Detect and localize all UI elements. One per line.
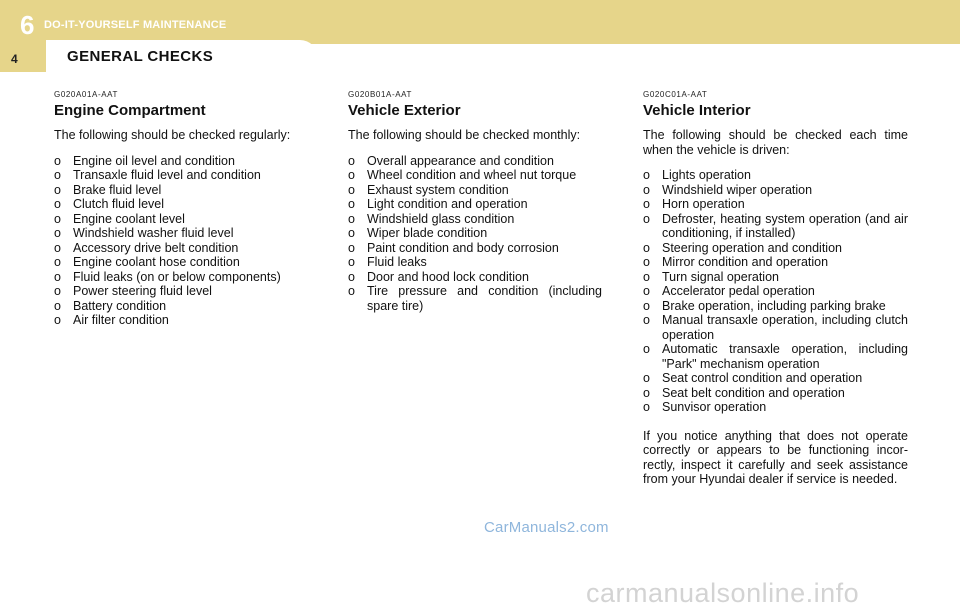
checklist-item [54, 197, 308, 212]
column-heading: Vehicle Exterior [348, 102, 461, 119]
checklist-item-text: Seat control condition and operation [662, 371, 863, 385]
checklist-item-text: Steering operation and condition [662, 240, 842, 255]
checklist-item [643, 284, 908, 299]
checklist-item [348, 226, 602, 241]
checklist [643, 168, 908, 415]
bullet-marker: o [54, 197, 61, 211]
bullet-marker: o [54, 168, 61, 182]
checklist-item [643, 299, 908, 314]
checklist-item [348, 241, 602, 256]
checklist-item-text: Lights operation [662, 168, 751, 182]
bullet-marker: o [643, 313, 650, 327]
checklist-item-text: Accessory drive belt condition [73, 240, 239, 255]
checklist-item [643, 197, 908, 212]
checklist-item [643, 212, 908, 241]
checklist-item [643, 183, 908, 198]
checklist-item [54, 241, 308, 256]
bullet-marker: o [348, 226, 355, 240]
checklist-item-text: Turn signal operation [662, 269, 779, 284]
checklist-item-text: Battery condition [73, 298, 167, 313]
page-number-strip [0, 44, 46, 72]
checklist-item [348, 154, 602, 169]
checklist-item [348, 197, 602, 212]
bullet-marker: o [643, 284, 650, 298]
checklist-item-text: Seat belt condition and operation [662, 385, 845, 400]
page-number: 4 [11, 52, 18, 66]
section-code: G020B01A-AAT [348, 90, 412, 99]
engine-compartment-column [54, 90, 308, 328]
bullet-marker: o [643, 400, 650, 414]
bullet-marker: o [643, 385, 650, 400]
checklist-item-text: Transaxle fluid level and condition [73, 168, 261, 182]
watermark-carmanuals2: CarManuals2.com [484, 519, 609, 536]
checklist-item-text: Windshield wiper operation [662, 182, 813, 197]
checklist-item-text: Engine oil level and condition [73, 153, 235, 168]
checklist-item-text: Manual transaxle operation, including clutch operation [662, 313, 908, 342]
checklist-item-text: Door and hood lock condition [367, 269, 529, 284]
checklist-item [348, 212, 602, 227]
bullet-marker: o [54, 226, 61, 240]
checklist-item-text: Fluid leaks (on or below components) [73, 269, 281, 284]
checklist-item-text: Clutch fluid level [73, 197, 165, 211]
checklist-item [54, 168, 308, 183]
column-intro: The following should be checked regularly: [54, 128, 291, 142]
column-heading: Engine Compartment [54, 102, 206, 119]
checklist-item-text: Light condition and operation [367, 197, 528, 211]
bullet-marker: o [54, 313, 61, 327]
closing-paragraph: If you notice anything that does not operate correctly or appears to be functioning incor-rectly, inspect it carefully and seek assistance from your Hyundai dealer if service is needed. [643, 428, 908, 486]
bullet-marker: o [54, 153, 61, 168]
column-intro: The following should be checked each time when the vehicle is driven: [643, 128, 908, 157]
checklist-item [54, 270, 308, 285]
checklist-item-text: Wiper blade condition [367, 226, 488, 240]
bullet-marker: o [54, 211, 61, 226]
checklist-item-text: Horn operation [662, 197, 745, 211]
bullet-marker: o [348, 211, 355, 226]
checklist-item-text: Fluid leaks [367, 255, 427, 269]
checklist-item [643, 313, 908, 342]
checklist [348, 154, 602, 314]
section-code: G020A01A-AAT [54, 90, 118, 99]
bullet-marker: o [643, 371, 650, 385]
checklist-item [643, 342, 908, 371]
checklist-item [54, 226, 308, 241]
checklist-item-text: Exhaust system condition [367, 182, 509, 197]
bullet-marker: o [348, 197, 355, 211]
bullet-marker: o [643, 182, 650, 197]
checklist-item-text: Automatic transaxle operation, including "Park" mechanism operation [662, 342, 908, 371]
bullet-marker: o [643, 211, 650, 226]
checklist-item-text: Paint condition and body corrosion [367, 240, 559, 255]
checklist-item-text: Accelerator pedal operation [662, 284, 815, 298]
bullet-marker: o [348, 284, 355, 298]
checklist-item [54, 154, 308, 169]
bullet-marker: o [643, 168, 650, 182]
bullet-marker: o [348, 168, 355, 182]
checklist-item-text: Windshield glass condition [367, 211, 515, 226]
checklist-item [643, 241, 908, 256]
checklist-item [348, 270, 602, 285]
bullet-marker: o [348, 255, 355, 269]
checklist-item [348, 183, 602, 198]
checklist-item [54, 313, 308, 328]
bullet-marker: o [54, 240, 61, 255]
checklist-item [348, 168, 602, 183]
section-code: G020C01A-AAT [643, 90, 708, 99]
checklist-item-text: Brake operation, including parking brake [662, 298, 886, 313]
column-intro: The following should be checked monthly: [348, 128, 581, 142]
checklist-item-text: Windshield washer fluid level [73, 226, 234, 240]
bullet-marker: o [643, 269, 650, 284]
checklist-item [54, 299, 308, 314]
column-heading: Vehicle Interior [643, 102, 751, 119]
chapter-title: DO-IT-YOURSELF MAINTENANCE [44, 19, 227, 31]
chapter-number: 6 [20, 10, 35, 40]
checklist-item [348, 255, 602, 270]
bullet-marker: o [348, 269, 355, 284]
watermark-carmanualsonline: carmanualsonline.info [586, 578, 860, 608]
bullet-marker: o [54, 255, 61, 269]
checklist-item-text: Overall appearance and condition [367, 153, 554, 168]
bullet-marker: o [643, 342, 650, 356]
vehicle-interior-column [643, 90, 908, 487]
bullet-marker: o [643, 255, 650, 269]
checklist-item [54, 284, 308, 299]
checklist-item [643, 400, 908, 415]
bullet-marker: o [348, 182, 355, 197]
checklist-item-text: Engine coolant level [73, 211, 185, 226]
checklist-item-text: Defroster, heating system operation (and air conditioning, if installed) [662, 211, 908, 240]
bullet-marker: o [348, 240, 355, 255]
checklist-item-text: Air filter condition [73, 313, 169, 327]
checklist-item [643, 270, 908, 285]
checklist-item [54, 212, 308, 227]
checklist-item-text: Engine coolant hose condition [73, 255, 240, 269]
checklist-item [643, 168, 908, 183]
bullet-marker: o [643, 298, 650, 313]
checklist [54, 154, 308, 328]
checklist-item [348, 284, 602, 313]
checklist-item-text: Sunvisor operation [662, 400, 767, 414]
checklist-item [643, 371, 908, 386]
checklist-item-text: Power steering fluid level [73, 284, 212, 298]
checklist-item [643, 386, 908, 401]
checklist-item-text: Mirror condition and operation [662, 255, 829, 269]
bullet-marker: o [643, 240, 650, 255]
vehicle-exterior-column [348, 90, 602, 313]
checklist-item [643, 255, 908, 270]
bullet-marker: o [348, 153, 355, 168]
checklist-item-text: Brake fluid level [73, 182, 162, 197]
bullet-marker: o [54, 182, 61, 197]
checklist-item [54, 255, 308, 270]
checklist-item-text: Tire pressure and condition (including spare tire) [367, 284, 602, 313]
checklist-item-text: Wheel condition and wheel nut torque [367, 168, 577, 182]
section-title: GENERAL CHECKS [67, 48, 214, 65]
checklist-item [54, 183, 308, 198]
bullet-marker: o [54, 269, 61, 284]
bullet-marker: o [643, 197, 650, 211]
bullet-marker: o [54, 298, 61, 313]
bullet-marker: o [54, 284, 61, 298]
